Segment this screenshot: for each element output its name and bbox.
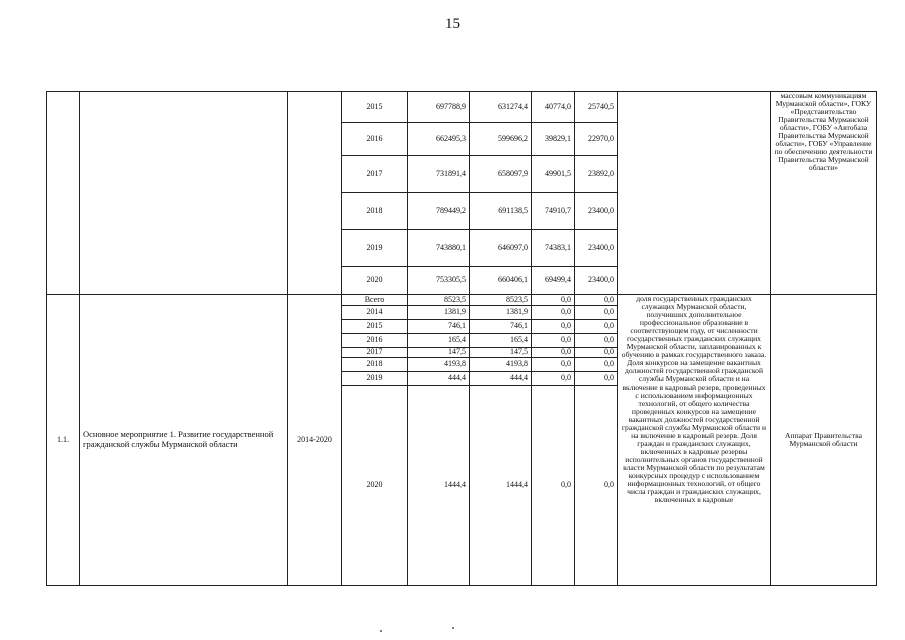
- value-cell: 660406,1: [470, 267, 532, 295]
- value-cell: 0,0: [575, 358, 618, 372]
- value-cell: 25740,5: [575, 92, 618, 123]
- total-cell: 662495,3: [408, 123, 470, 156]
- value-cell: 147,5: [470, 348, 532, 358]
- year-cell: 2018: [342, 193, 408, 230]
- value-cell: 0,0: [575, 295, 618, 306]
- year-cell: Всего: [342, 295, 408, 306]
- year-cell: 2018: [342, 358, 408, 372]
- value-cell: 1381,9: [470, 306, 532, 320]
- value-cell: 0,0: [532, 348, 575, 358]
- year-cell: 2015: [342, 320, 408, 334]
- value-cell: 39829,1: [532, 123, 575, 156]
- year-cell: 2019: [342, 372, 408, 386]
- value-cell: 0,0: [532, 358, 575, 372]
- value-cell: 746,1: [470, 320, 532, 334]
- value-cell: 646097,0: [470, 230, 532, 267]
- value-cell: 599696,2: [470, 123, 532, 156]
- value-cell: 0,0: [532, 334, 575, 348]
- year-cell: 2019: [342, 230, 408, 267]
- total-cell: 444,4: [408, 372, 470, 386]
- total-cell: 697788,9: [408, 92, 470, 123]
- value-cell: 0,0: [575, 334, 618, 348]
- item-name: Основное мероприятие 1. Развитие государственной гражданской службы Мурманской области: [80, 295, 288, 586]
- value-cell: 23400,0: [575, 193, 618, 230]
- value-cell: 0,0: [532, 295, 575, 306]
- year-cell: 2014: [342, 306, 408, 320]
- value-cell: 0,0: [575, 372, 618, 386]
- year-cell: 2015: [342, 92, 408, 123]
- table-row: [47, 295, 877, 306]
- value-cell: 0,0: [532, 306, 575, 320]
- total-cell: 789449,2: [408, 193, 470, 230]
- value-cell: 1444,4: [470, 386, 532, 586]
- executor-cell: Аппарат Правительства Мурманской области: [771, 295, 877, 586]
- value-cell: 0,0: [575, 320, 618, 334]
- value-cell: 49901,5: [532, 156, 575, 193]
- total-cell: 147,5: [408, 348, 470, 358]
- scan-speck: [380, 630, 382, 632]
- value-cell: 658097,9: [470, 156, 532, 193]
- executor-cell: массовым коммуникациям Мурманской области», ГОКУ «Представительство Правительства Мурманской области», ГОБУ «Автобаза Правительства Мурманской области», ГОБУ «Управление по обеспечению деятельности Правительства Мурманской области»: [771, 92, 877, 295]
- value-cell: 691138,5: [470, 193, 532, 230]
- year-cell: 2017: [342, 348, 408, 358]
- value-cell: 165,4: [470, 334, 532, 348]
- num-cell-empty: [47, 92, 80, 295]
- item-period: 2014-2020: [288, 295, 342, 586]
- total-cell: 1444,4: [408, 386, 470, 586]
- value-cell: 8523,5: [470, 295, 532, 306]
- indicator-cell-empty: [618, 92, 771, 295]
- value-cell: 0,0: [575, 386, 618, 586]
- page-number: 15: [445, 16, 460, 32]
- total-cell: 731891,4: [408, 156, 470, 193]
- value-cell: 40774,0: [532, 92, 575, 123]
- total-cell: 8523,5: [408, 295, 470, 306]
- value-cell: 69499,4: [532, 267, 575, 295]
- value-cell: 23892,0: [575, 156, 618, 193]
- total-cell: 1381,9: [408, 306, 470, 320]
- value-cell: 0,0: [575, 348, 618, 358]
- indicator-text: доля государственных гражданских служащих Мурманской области, получивших дополнительное профессиональное образование в соответствующем году, от численности государственных гражданских служащих Мурманской области, запланированных к обучению в рамках государственного заказа. Доля конкурсов на замещение вакантных должностей государственной гражданской службы Мурманской области и на включение в кадровый резерв, проведенных с использованием информационных технологий, от общего количества проведенных конкурсов на замещение вакантных должностей государственной гражданской службы Мурманской области и на включение в кадровый резерв. Доля граждан и гражданских служащих, включенных в кадровые резервы исполнительных органов государственной власти Мурманской области по результатам конкурсных процедур с использованием информационных технологий, от общего числа граждан и гражданских служащих, включенных в кадровые: [618, 295, 771, 586]
- value-cell: 23400,0: [575, 267, 618, 295]
- value-cell: 4193,8: [470, 358, 532, 372]
- total-cell: 743880,1: [408, 230, 470, 267]
- table-row: [47, 92, 877, 123]
- year-cell: 2020: [342, 386, 408, 586]
- value-cell: 74910,7: [532, 193, 575, 230]
- value-cell: 0,0: [575, 306, 618, 320]
- value-cell: 631274,4: [470, 92, 532, 123]
- year-cell: 2016: [342, 334, 408, 348]
- total-cell: 746,1: [408, 320, 470, 334]
- item-number: 1.1.: [47, 295, 80, 586]
- value-cell: 0,0: [532, 320, 575, 334]
- program-table: [46, 91, 877, 586]
- value-cell: 74383,1: [532, 230, 575, 267]
- total-cell: 753305,5: [408, 267, 470, 295]
- total-cell: 165,4: [408, 334, 470, 348]
- total-cell: 4193,8: [408, 358, 470, 372]
- name-cell-empty: [80, 92, 288, 295]
- year-cell: 2016: [342, 123, 408, 156]
- value-cell: 0,0: [532, 386, 575, 586]
- value-cell: 23400,0: [575, 230, 618, 267]
- value-cell: 0,0: [532, 372, 575, 386]
- value-cell: 444,4: [470, 372, 532, 386]
- year-cell: 2017: [342, 156, 408, 193]
- scan-speck: [452, 627, 454, 629]
- value-cell: 22970,0: [575, 123, 618, 156]
- period-cell-empty: [288, 92, 342, 295]
- year-cell: 2020: [342, 267, 408, 295]
